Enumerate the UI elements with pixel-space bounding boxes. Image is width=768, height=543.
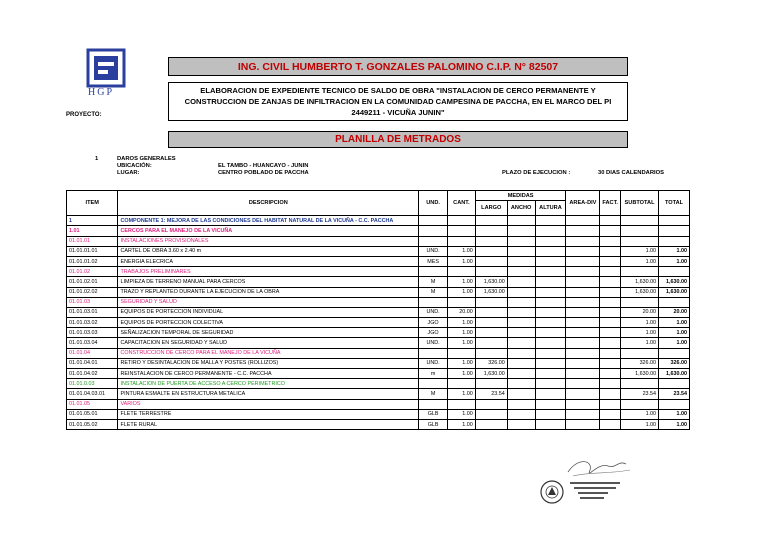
cell-largo (475, 226, 507, 236)
cell-subtotal: 1.00 (620, 256, 658, 266)
cell-cant: 1.00 (448, 358, 476, 368)
cell-desc: CARTEL DE OBRA 3.60 x 2.40 m (118, 246, 419, 256)
cell-empty (566, 328, 600, 338)
table-row (67, 287, 690, 297)
cell-empty (507, 369, 535, 379)
cell-subtotal (620, 226, 658, 236)
cell-cant: 1.00 (448, 287, 476, 297)
cell-item: 01.01.0.03 (67, 379, 118, 389)
cell-desc: SEÑALIZACION TEMPORAL DE SEGURIDAD (118, 328, 419, 338)
cell-total: 1.00 (659, 419, 690, 429)
cell-empty (535, 328, 566, 338)
cell-item: 01.01.02 (67, 267, 118, 277)
cell-empty (566, 236, 600, 246)
cell-desc: CERCOS PARA EL MANEJO DE LA VICUÑA (118, 226, 419, 236)
cell-empty (507, 307, 535, 317)
cell-subtotal (620, 236, 658, 246)
cell-largo: 23.54 (475, 389, 507, 399)
cell-item: 01.01.04.02 (67, 369, 118, 379)
cell-largo (475, 409, 507, 419)
cell-desc: FLETE TERRESTRE (118, 409, 419, 419)
cell-subtotal: 1.00 (620, 246, 658, 256)
ubicacion-value: EL TAMBO - HUANCAYO - JUNIN (218, 163, 309, 169)
cell-empty (535, 267, 566, 277)
cell-empty (507, 216, 535, 226)
project-title: ELABORACION DE EXPEDIENTE TECNICO DE SALDO DE OBRA "INSTALACION DE CERCO PERMANENTE Y CONSTRUCCION DE ZANJAS DE INFILTRACION EN LA COMUNIDAD CAMPESINA DE PACCHA, EN EL MARCO DEL PI 2449211 - VICUÑA JUNIN" (168, 82, 628, 121)
table-row (67, 379, 690, 389)
cell-cant (448, 226, 476, 236)
logo-text: HGP (88, 87, 115, 98)
header-und: UND. (419, 191, 448, 216)
cell-total: 1.00 (659, 318, 690, 328)
cell-empty (566, 246, 600, 256)
signature-stamp (538, 452, 638, 522)
cell-empty (535, 338, 566, 348)
table-row (67, 267, 690, 277)
cell-empty (566, 318, 600, 328)
cell-largo: 326.00 (475, 358, 507, 368)
project-label: PROYECTO: (66, 112, 102, 118)
cell-und: M (419, 389, 448, 399)
cell-total: 1,630.00 (659, 369, 690, 379)
cell-empty (535, 399, 566, 409)
cell-desc: TRABAJOS PRELIMINARES (118, 267, 419, 277)
cell-desc: CONSTRUCCION DE CERCO PARA EL MANEJO DE LA VICUÑA (118, 348, 419, 358)
cell-empty (507, 348, 535, 358)
cell-total: 326.00 (659, 358, 690, 368)
cell-empty (600, 348, 621, 358)
cell-subtotal: 1,630.00 (620, 369, 658, 379)
cell-empty (507, 399, 535, 409)
cell-largo (475, 216, 507, 226)
cell-empty (535, 379, 566, 389)
cell-subtotal: 23.54 (620, 389, 658, 399)
table-row (67, 216, 690, 226)
cell-empty (535, 297, 566, 307)
cell-item: 01.01.01.01 (67, 246, 118, 256)
cell-und (419, 216, 448, 226)
cell-desc: EQUIPOS DE PORTECCION INDIVIDUAL (118, 307, 419, 317)
cell-empty (566, 419, 600, 429)
cell-desc: PINTURA ESMALTE EN ESTRUCTURA METALICA (118, 389, 419, 399)
cell-desc: EQUIPOS DE PORTECCION COLECTIVA (118, 318, 419, 328)
cell-desc: SEGURIDAD Y SALUD (118, 297, 419, 307)
cell-cant (448, 348, 476, 358)
cell-empty (535, 409, 566, 419)
cell-empty (535, 277, 566, 287)
cell-empty (535, 358, 566, 368)
cell-empty (600, 216, 621, 226)
table-row (67, 338, 690, 348)
header-fact: FACT. (600, 191, 621, 216)
cell-cant: 1.00 (448, 409, 476, 419)
cell-empty (566, 409, 600, 419)
header-ancho: ANCHO (507, 201, 535, 216)
cell-cant (448, 379, 476, 389)
header-largo: LARGO (475, 201, 507, 216)
cell-empty (600, 287, 621, 297)
metrados-table (66, 190, 690, 430)
header-subtotal: SUBTOTAL (620, 191, 658, 216)
cell-und: M (419, 277, 448, 287)
cell-subtotal (620, 348, 658, 358)
cell-subtotal: 1.00 (620, 409, 658, 419)
cell-item: 01.01.03.02 (67, 318, 118, 328)
cell-empty (600, 256, 621, 266)
cell-subtotal: 1,630.00 (620, 277, 658, 287)
cell-item: 01.01.03 (67, 297, 118, 307)
cell-cant: 1.00 (448, 338, 476, 348)
cell-total (659, 399, 690, 409)
general-number: 1 (95, 156, 99, 162)
cell-empty (507, 379, 535, 389)
cell-empty (535, 369, 566, 379)
cell-empty (507, 226, 535, 236)
cell-subtotal (620, 399, 658, 409)
cell-total (659, 297, 690, 307)
cell-empty (566, 369, 600, 379)
table-row (67, 348, 690, 358)
table-row (67, 226, 690, 236)
cell-empty (600, 399, 621, 409)
cell-desc: FLETE RURAL (118, 419, 419, 429)
cell-subtotal: 1,630.00 (620, 287, 658, 297)
cell-largo: 1,630.00 (475, 369, 507, 379)
cell-empty (600, 369, 621, 379)
cell-empty (507, 318, 535, 328)
cell-und (419, 399, 448, 409)
table-row (67, 358, 690, 368)
cell-und (419, 297, 448, 307)
cell-cant: 1.00 (448, 246, 476, 256)
cell-largo (475, 246, 507, 256)
cell-empty (507, 409, 535, 419)
cell-empty (507, 389, 535, 399)
cell-cant: 1.00 (448, 318, 476, 328)
cell-largo: 1,630.00 (475, 287, 507, 297)
header-altura: ALTURA (535, 201, 566, 216)
cell-total: 20.00 (659, 307, 690, 317)
table-row (67, 318, 690, 328)
cell-item: 01.01.04 (67, 348, 118, 358)
cell-subtotal (620, 297, 658, 307)
cell-total (659, 267, 690, 277)
cell-empty (566, 338, 600, 348)
table-row (67, 236, 690, 246)
cell-empty (566, 399, 600, 409)
cell-empty (566, 348, 600, 358)
cell-total (659, 216, 690, 226)
table-row (67, 328, 690, 338)
cell-und: UND. (419, 338, 448, 348)
cell-desc: ENERGIA ELECRICA (118, 256, 419, 266)
sheet-title: PLANILLA DE METRADOS (168, 131, 628, 148)
table-row (67, 277, 690, 287)
cell-und: JGO (419, 318, 448, 328)
cell-total (659, 236, 690, 246)
cell-empty (600, 389, 621, 399)
cell-subtotal: 1.00 (620, 318, 658, 328)
cell-item: 01.01.02.01 (67, 277, 118, 287)
cell-cant (448, 236, 476, 246)
cell-empty (600, 297, 621, 307)
cell-total: 1.00 (659, 338, 690, 348)
cell-empty (566, 216, 600, 226)
cell-empty (535, 318, 566, 328)
cell-total: 23.54 (659, 389, 690, 399)
cell-subtotal: 326.00 (620, 358, 658, 368)
cell-total (659, 226, 690, 236)
cell-desc: CAPACITACION EN SEGURIDAD Y SALUD (118, 338, 419, 348)
cell-empty (535, 256, 566, 266)
cell-item: 01.01.01.02 (67, 256, 118, 266)
cell-und (419, 236, 448, 246)
cell-largo (475, 338, 507, 348)
cell-cant: 20.00 (448, 307, 476, 317)
cell-item: 01.01.03.03 (67, 328, 118, 338)
cell-und (419, 348, 448, 358)
cell-empty (535, 216, 566, 226)
table-row (67, 297, 690, 307)
table-row (67, 307, 690, 317)
cell-empty (535, 246, 566, 256)
cell-subtotal: 1.00 (620, 419, 658, 429)
cell-largo (475, 328, 507, 338)
cell-item: 01.01.01 (67, 236, 118, 246)
cell-desc: INSTALACION DE PUERTA DE ACCESO A CERCO PERIMETRICO (118, 379, 419, 389)
cell-und: GLB (419, 419, 448, 429)
cell-empty (535, 419, 566, 429)
cell-cant: 1.00 (448, 256, 476, 266)
cell-empty (600, 318, 621, 328)
cell-largo (475, 318, 507, 328)
cell-und: MES (419, 256, 448, 266)
cell-total: 1.00 (659, 256, 690, 266)
cell-empty (600, 419, 621, 429)
cell-item: 01.01.03.01 (67, 307, 118, 317)
cell-cant: 1.00 (448, 369, 476, 379)
cell-cant (448, 267, 476, 277)
cell-largo (475, 267, 507, 277)
header-descripcion: DESCRIPCION (118, 191, 419, 216)
cell-largo (475, 348, 507, 358)
cell-cant: 1.00 (448, 328, 476, 338)
cell-subtotal (620, 216, 658, 226)
table-row (67, 389, 690, 399)
cell-empty (566, 307, 600, 317)
cell-empty (507, 256, 535, 266)
cell-empty (600, 277, 621, 287)
cell-empty (507, 246, 535, 256)
cell-cant: 1.00 (448, 277, 476, 287)
cell-empty (566, 297, 600, 307)
cell-empty (600, 246, 621, 256)
cell-cant (448, 399, 476, 409)
cell-empty (507, 338, 535, 348)
cell-und: UND. (419, 307, 448, 317)
cell-desc: INSTALACIONES PROVISIONALES (118, 236, 419, 246)
cell-empty (600, 328, 621, 338)
cell-item: 01.01.03.04 (67, 338, 118, 348)
cell-largo (475, 297, 507, 307)
cell-cant (448, 216, 476, 226)
cell-total: 1.00 (659, 409, 690, 419)
cell-empty (507, 328, 535, 338)
plazo-value: 30 DIAS CALENDARIOS (598, 170, 665, 176)
cell-desc: RETIRO Y DESINTALACION DE MALLA Y POSTES (ROLLIZOS) (118, 358, 419, 368)
cell-empty (507, 358, 535, 368)
hgp-logo (84, 46, 128, 90)
cell-empty (600, 358, 621, 368)
cell-empty (600, 236, 621, 246)
table-row (67, 369, 690, 379)
cell-und (419, 267, 448, 277)
header-medidas: MEDIDAS (475, 191, 566, 201)
cell-empty (566, 379, 600, 389)
cell-empty (566, 358, 600, 368)
cell-largo (475, 236, 507, 246)
cell-total (659, 379, 690, 389)
cell-cant: 1.00 (448, 419, 476, 429)
cell-empty (600, 338, 621, 348)
cell-und: GLB (419, 409, 448, 419)
cell-item: 01.01.04.01 (67, 358, 118, 368)
general-heading: DAROS GENERALES (117, 156, 176, 162)
cell-empty (535, 389, 566, 399)
cell-empty (507, 267, 535, 277)
header-area-div: AREA-DIV (566, 191, 600, 216)
cell-desc: LIMPIEZA DE TERRENO MANUAL PARA CERCOS (118, 277, 419, 287)
cell-empty (535, 287, 566, 297)
cell-total: 1,630.00 (659, 287, 690, 297)
cell-item: 1.01 (67, 226, 118, 236)
lugar-value: CENTRO POBLADO DE PACCHA (218, 170, 309, 176)
cell-largo (475, 399, 507, 409)
ubicacion-label: UBICACIÓN: (117, 163, 152, 169)
cell-empty (600, 307, 621, 317)
cell-empty (535, 236, 566, 246)
table-row (67, 399, 690, 409)
cell-subtotal: 1.00 (620, 328, 658, 338)
cell-subtotal (620, 267, 658, 277)
cell-item: 1 (67, 216, 118, 226)
cell-und (419, 379, 448, 389)
cell-cant (448, 297, 476, 307)
table-row (67, 246, 690, 256)
cell-empty (507, 419, 535, 429)
cell-total: 1,630.00 (659, 277, 690, 287)
cell-cant: 1.00 (448, 389, 476, 399)
cell-empty (535, 348, 566, 358)
cell-total: 1.00 (659, 246, 690, 256)
cell-item: 01.01.04.03.01 (67, 389, 118, 399)
cell-item: 01.01.05 (67, 399, 118, 409)
cell-empty (566, 277, 600, 287)
cell-largo (475, 379, 507, 389)
table-row (67, 256, 690, 266)
cell-empty (566, 267, 600, 277)
cell-empty (600, 267, 621, 277)
cell-desc: COMPONENTE 1: MEJORA DE LAS CONDICIONES DEL HABITAT NATURAL DE LA VICUÑA - C.C. PACCHA (118, 216, 419, 226)
cell-subtotal (620, 379, 658, 389)
cell-empty (566, 256, 600, 266)
cell-total: 1.00 (659, 328, 690, 338)
cell-desc: TRAZO Y REPLANTEO DURANTE LA EJECUCION DE LA OBRA (118, 287, 419, 297)
cell-item: 01.01.05.02 (67, 419, 118, 429)
engineer-title: ING. CIVIL HUMBERTO T. GONZALES PALOMINO C.I.P. N° 82507 (168, 57, 628, 76)
cell-subtotal: 20.00 (620, 307, 658, 317)
cell-empty (507, 287, 535, 297)
cell-largo (475, 307, 507, 317)
cell-item: 01.01.05.01 (67, 409, 118, 419)
cell-largo (475, 419, 507, 429)
table-row (67, 419, 690, 429)
cell-empty (566, 287, 600, 297)
cell-und: m (419, 369, 448, 379)
cell-und: UND. (419, 246, 448, 256)
cell-empty (566, 226, 600, 236)
plazo-label: PLAZO DE EJECUCION : (502, 170, 571, 176)
header-total: TOTAL (659, 191, 690, 216)
cell-desc: REINSTALACION DE CERCO PERMANENTE - C.C. PACCHA (118, 369, 419, 379)
cell-und (419, 226, 448, 236)
cell-largo: 1,630.00 (475, 277, 507, 287)
cell-empty (507, 277, 535, 287)
cell-empty (507, 236, 535, 246)
cell-und: JGO (419, 328, 448, 338)
cell-empty (600, 379, 621, 389)
lugar-label: LUGAR: (117, 170, 140, 176)
cell-desc: VARIOS (118, 399, 419, 409)
cell-total (659, 348, 690, 358)
header-item: ITEM (67, 191, 118, 216)
cell-empty (600, 409, 621, 419)
cell-item: 01.01.02.02 (67, 287, 118, 297)
table-row (67, 409, 690, 419)
cell-und: M (419, 287, 448, 297)
cell-und: UND. (419, 358, 448, 368)
cell-largo (475, 256, 507, 266)
cell-subtotal: 1.00 (620, 338, 658, 348)
cell-empty (507, 297, 535, 307)
cell-empty (600, 226, 621, 236)
cell-empty (566, 389, 600, 399)
cell-empty (535, 226, 566, 236)
cell-empty (535, 307, 566, 317)
header-cant: CANT. (448, 191, 476, 216)
